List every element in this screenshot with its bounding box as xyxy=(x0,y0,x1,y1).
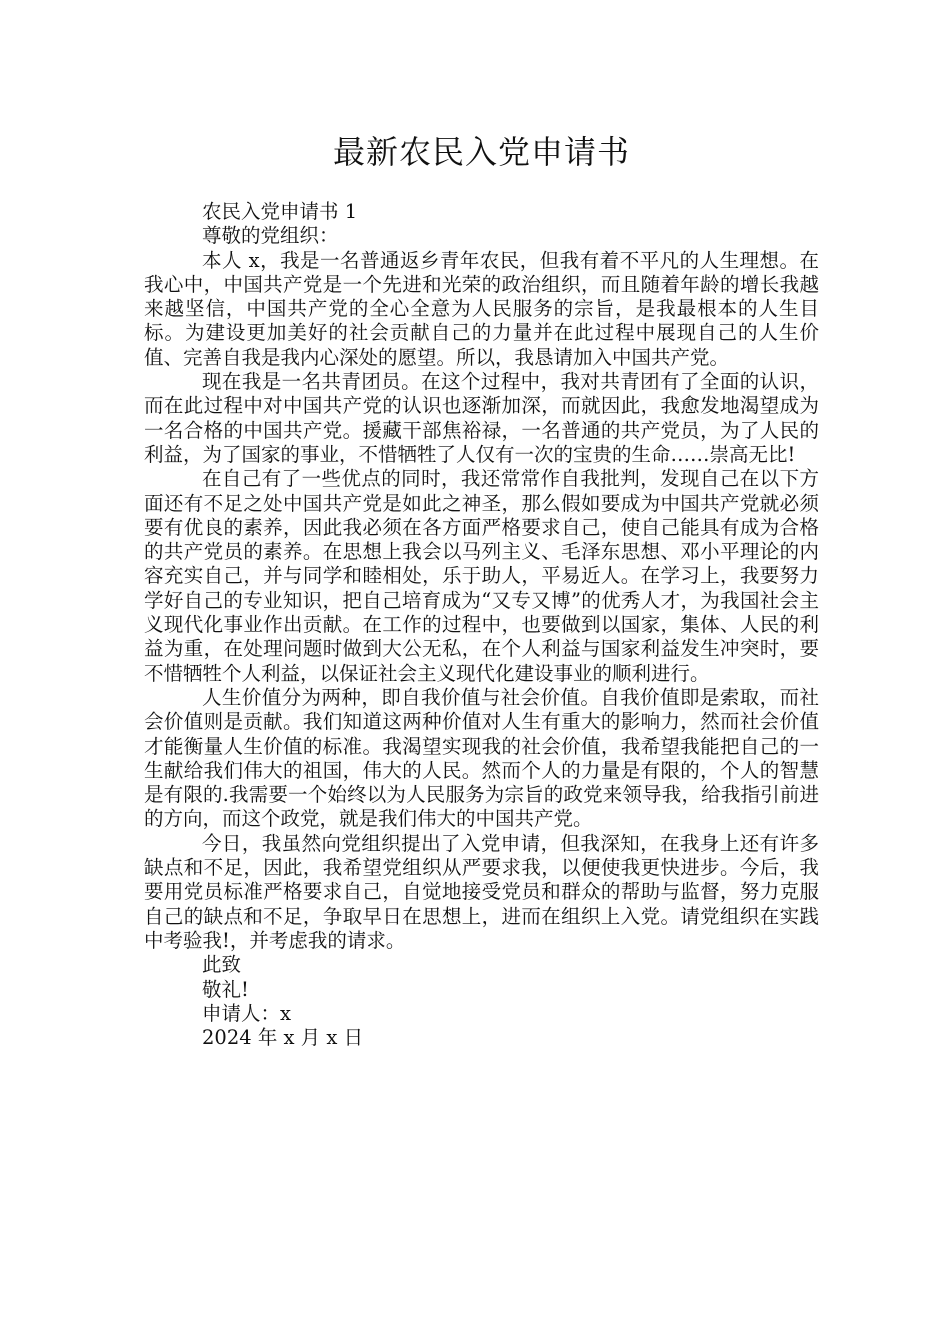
date: 2024 年 x 月 x 日 xyxy=(202,1026,364,1050)
document-page xyxy=(144,0,819,1050)
body-paragraph: 今日，我虽然向党组织提出了入党申请，但我深知，在我身上还有许多缺点和不足，因此，我希望党组织从严要求我，以便使我更快进步。今后，我要用党员标准严格要求自己，自觉地接受党员和群众的帮助与监督，努力克服自己的缺点和不足，争取早日在思想上，进而在组织上入党。请党组织在实践中考验我!，并考虑我的请求。 xyxy=(144,831,819,952)
salutation: 尊敬的党组织： xyxy=(202,224,339,248)
applicant: 申请人：x xyxy=(202,1001,291,1025)
body-paragraph: 本人 x，我是一名普通返乡青年农民，但我有着不平凡的人生理想。在我心中，中国共产党是一个先进和光荣的政治组织，而且随着年龄的增长我越来越坚信，中国共产党的全心全意为人民服务的宗旨，是我最根本的人生目标。为建设更加美好的社会贡献自己的力量并在此过程中展现自己的人生价值、完善自我是我内心深处的愿望。所以，我恳请加入中国共产党。 xyxy=(144,248,819,369)
body-paragraph: 在自己有了一些优点的同时，我还常常作自我批判，发现自己在以下方面还有不足之处中国共产党是如此之神圣，那么假如要成为中国共产党就必须要有优良的素养，因此我必须在各方面严格要求自己，使自己能具有成为合格的共产党员的素养。在思想上我会以马列主义、毛泽东思想、邓小平理论的内容充实自己，并与同学和睦相处，乐于助人，平易近人。在学习上，我要努力学好自己的专业知识，把自己培育成为“又专又博”的优秀人才，为我国社会主义现代化事业作出贡献。在工作的过程中，也要做到以国家，集体、人民的利益为重，在处理问题时做到大公无私，在个人利益与国家利益发生冲突时，要不惜牺牲个人利益，以保证社会主义现代化建设事业的顺利进行。 xyxy=(144,467,819,685)
salute: 敬礼! xyxy=(202,977,249,1001)
body-paragraph: 人生价值分为两种，即自我价值与社会价值。自我价值即是索取，而社会价值则是贡献。我们知道这两种价值对人生有重大的影响力，然而社会价值才能衡量人生价值的标准。我渴望实现我的社会价值，我希望我能把自己的一生献给我们伟大的祖国，伟大的人民。然而个人的力量是有限的，个人的智慧是有限的.我需要一个始终以为人民服务为宗旨的政党来领导我，给我指引前进的方向，而这个政党，就是我们伟大的中国共产党。 xyxy=(144,685,819,831)
body-paragraph: 现在我是一名共青团员。在这个过程中，我对共青团有了全面的认识，而在此过程中对中国共产党的认识也逐渐加深，而就因此，我愈发地渴望成为一名合格的中国共产党。援藏干部焦裕禄，一名普通的共产党员，为了人民的利益，为了国家的事业，不惜牺牲了人仅有一次的宝贵的生命……崇高无比! xyxy=(144,370,819,466)
document-body xyxy=(144,200,819,1050)
closing: 此致 xyxy=(202,953,242,977)
document-title: 最新农民入党申请书 xyxy=(332,133,630,171)
document-subtitle: 农民入党申请书 1 xyxy=(202,200,358,223)
